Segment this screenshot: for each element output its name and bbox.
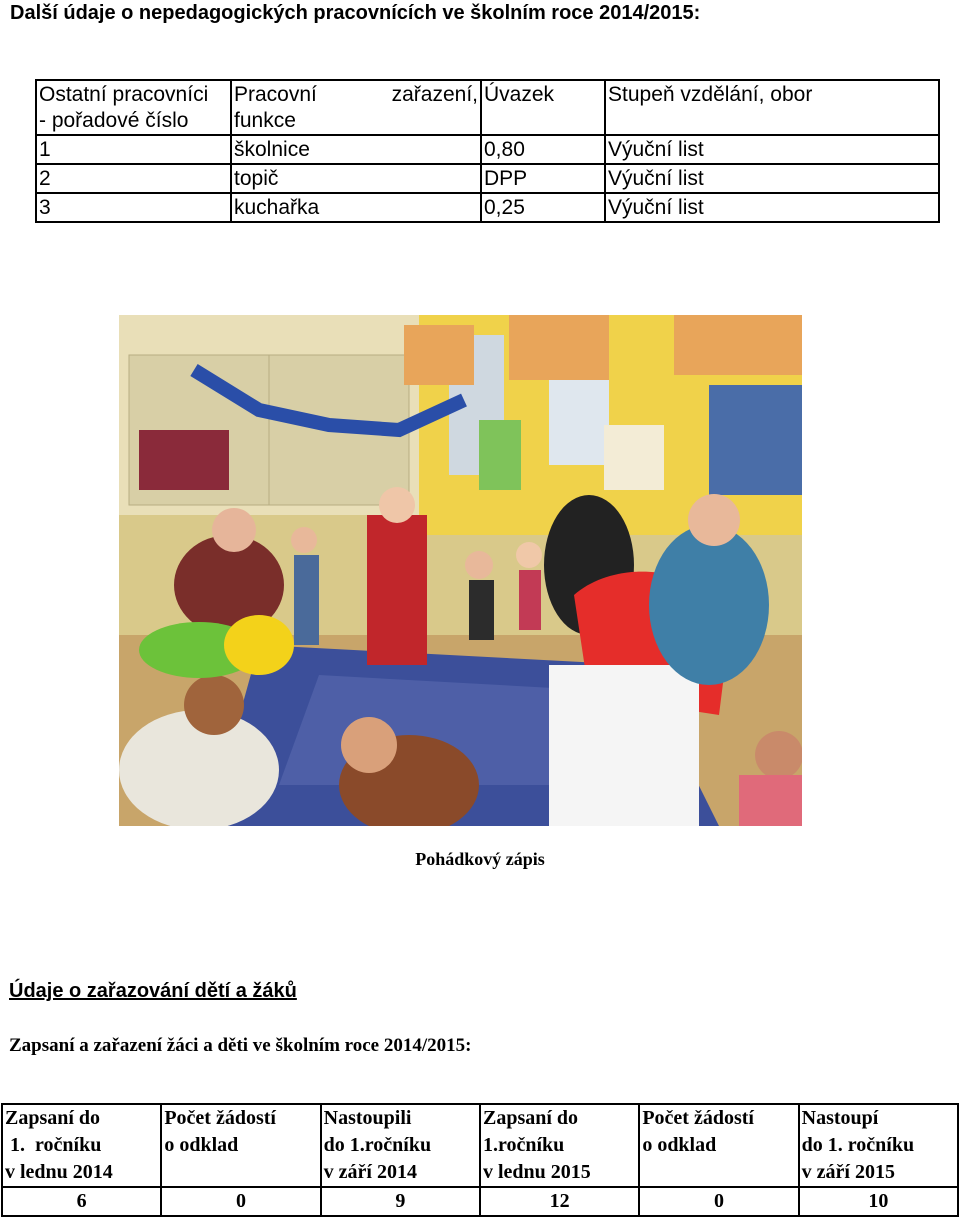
photo-caption: Pohádkový zápis	[415, 849, 545, 869]
value-cell: 9	[321, 1187, 480, 1216]
header-cell: Zapsaní do 1.ročníku v lednu 2015	[480, 1104, 639, 1187]
staff-table-header	[36, 80, 939, 135]
header-cell: Zapsaní do 1. ročníku v lednu 2014	[2, 1104, 161, 1187]
value-cell: 6	[2, 1187, 161, 1216]
header-cell-education: Stupeň vzdělání, obor	[605, 80, 939, 135]
enrollment-table	[1, 1103, 959, 1217]
header-cell: Počet žádostí o odklad	[639, 1104, 798, 1187]
value-cell: 10	[799, 1187, 958, 1216]
staff-table	[35, 79, 940, 223]
table-row: 3 kuchařka 0,25 Výuční list	[36, 193, 939, 222]
section-heading: Údaje o zařazování dětí a žáků	[9, 980, 297, 1002]
classroom-photo	[119, 315, 802, 826]
table-row: 2 topič DPP Výuční list	[36, 164, 939, 193]
header-cell-order: Ostatní pracovníci - pořadové číslo	[36, 80, 231, 135]
value-cell: 0	[639, 1187, 798, 1216]
value-cell: 0	[161, 1187, 320, 1216]
header-cell: Počet žádostí o odklad	[161, 1104, 320, 1187]
value-cell: 12	[480, 1187, 639, 1216]
table-row	[2, 1187, 958, 1216]
enrollment-table-header	[2, 1104, 958, 1187]
section-subtitle: Zapsaní a zařazení žáci a děti ve školním roce 2014/2015:	[9, 1035, 472, 1056]
header-cell-workload: Úvazek	[481, 80, 605, 135]
header-cell: Nastoupí do 1. ročníku v září 2015	[799, 1104, 958, 1187]
page-title: Další údaje o nepedagogických pracovnících ve školním roce 2014/2015:	[10, 2, 701, 24]
header-cell: Nastoupili do 1.ročníku v září 2014	[321, 1104, 480, 1187]
table-row: 1 školnice 0,80 Výuční list	[36, 135, 939, 164]
header-cell-position: Pracovní zařazení, funkce	[231, 80, 481, 135]
